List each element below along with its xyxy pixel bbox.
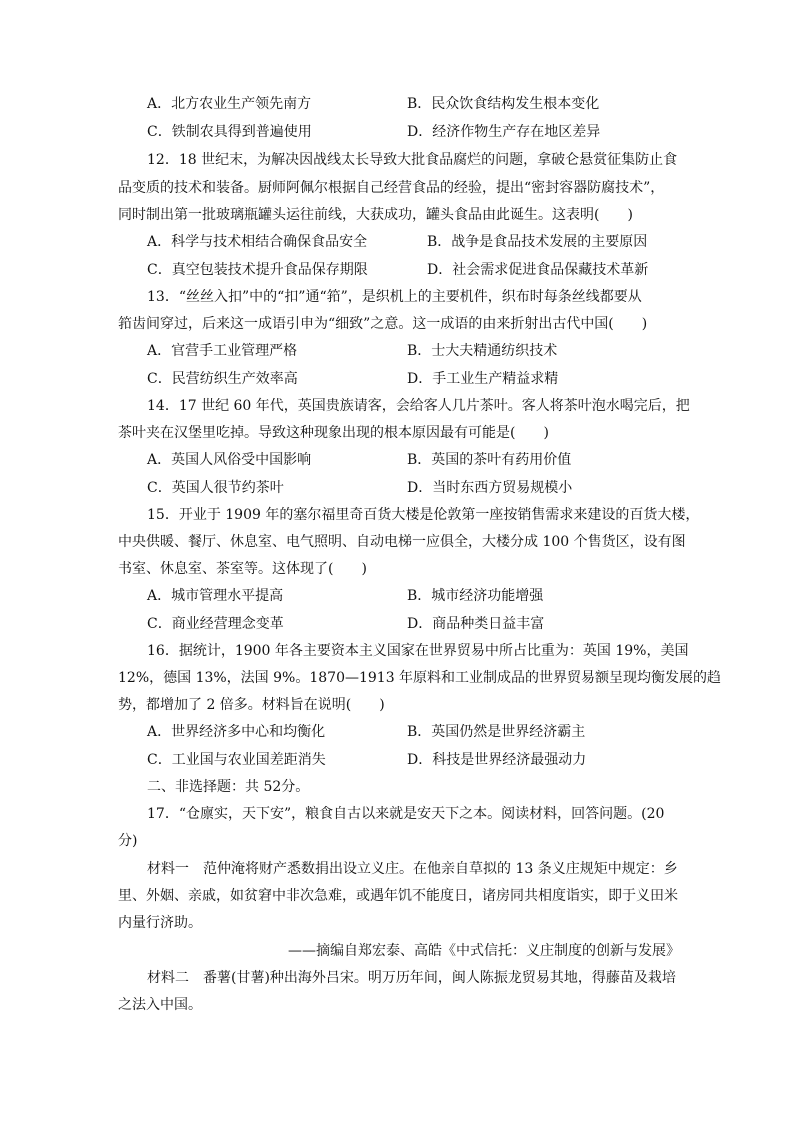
q17-stem-line-2: 分)	[118, 833, 138, 849]
q12-option-a: A．科学与技术相结合确保食品安全	[147, 234, 368, 250]
q12-option-d: D．社会需求促进食品保藏技术革新	[427, 262, 649, 278]
q11-option-a: A．北方农业生产领先南方	[147, 96, 312, 112]
material1-line-1: 材料一 范仲淹将财产悉数捐出设立义庄。在他亲自草拟的 13 条义庄规矩中规定：乡	[147, 861, 678, 877]
q13-stem-line-2: 筘齿间穿过，后来这一成语引申为“细致”之意。这一成语的由来折射出古代中国( )	[118, 316, 648, 332]
q16-option-a: A．世界经济多中心和均衡化	[147, 724, 326, 740]
q12-stem-line-2: 品变质的技术和装备。厨师阿佩尔根据自己经营食品的经验，提出“密封容器防腐技术”，	[118, 180, 665, 196]
q11-option-c: C．铁制农具得到普遍使用	[147, 124, 312, 140]
q15-option-b: B．城市经济功能增强	[407, 588, 544, 604]
q12-option-c: C．真空包装技术提升食品保存期限	[147, 262, 368, 278]
q13-option-a: A．官营手工业管理严格	[147, 343, 298, 359]
material1-source: ——摘编自郑宏泰、高皓《中式信托：义庄制度的创新与发展》	[288, 943, 680, 959]
q16-stem-line-2: 12%，德国 13%，法国 9%。1870—1913 年原料和工业制成品的世界贸易额呈现均衡发展的趋	[118, 670, 722, 686]
q17-stem-line-1: 17．“仓廪实，天下安”，粮食自古以来就是安天下之本。阅读材料，回答问题。(20	[147, 806, 665, 822]
q13-stem-line-1: 13．“丝丝入扣”中的“扣”通“筘”，是织机上的主要机件，织布时每条丝线都要从	[147, 289, 642, 305]
material2-line-1: 材料二 番薯(甘薯)种出海外吕宋。明万历年间，闽人陈振龙贸易其地，得藤苗及栽培	[147, 970, 676, 986]
q14-option-a: A．英国人风俗受中国影响	[147, 452, 312, 468]
q12-stem-line-3: 同时制出第一批玻璃瓶罐头运往前线，大获成功，罐头食品由此诞生。这表明( )	[118, 207, 633, 223]
q15-option-c: C．商业经营理念变革	[147, 616, 284, 632]
q15-option-d: D．商品种类日益丰富	[407, 616, 545, 632]
material1-line-3: 内量行济助。	[118, 915, 202, 931]
q16-option-d: D．科技是世界经济最强动力	[407, 752, 587, 768]
q13-option-d: D．手工业生产精益求精	[407, 371, 559, 387]
q11-option-b: B．民众饮食结构发生根本变化	[407, 96, 600, 112]
q16-option-c: C．工业国与农业国差距消失	[147, 752, 326, 768]
q16-option-b: B．英国仍然是世界经济霸主	[407, 724, 586, 740]
q15-stem-line-2: 中央供暖、餐厅、休息室、电气照明、自动电梯一应俱全，大楼分成 100 个售货区，设有图	[118, 534, 686, 550]
q12-option-b: B．战争是食品技术发展的主要原因	[427, 234, 648, 250]
q12-stem-line-1: 12．18 世纪末，为解决因战线太长导致大批食品腐烂的问题，拿破仑悬赏征集防止食	[147, 152, 678, 168]
section-heading: 二、非选择题：共 52分。	[147, 779, 310, 795]
q15-stem-line-1: 15．开业于 1909 年的塞尔福里奇百货大楼是伦敦第一座按销售需求来建设的百货大楼，	[147, 507, 700, 523]
material2-line-2: 之法入中国。	[118, 997, 202, 1013]
q15-option-a: A．城市管理水平提高	[147, 588, 284, 604]
q14-stem-line-2: 茶叶夹在汉堡里吃掉。导致这种现象出现的根本原因最有可能是( )	[118, 425, 549, 441]
q14-option-c: C．英国人很节约茶叶	[147, 480, 284, 496]
q14-option-d: D．当时东西方贸易规模小	[407, 480, 573, 496]
q16-stem-line-3: 势，都增加了 2 倍多。材料旨在说明( )	[118, 697, 385, 713]
q11-option-d: D．经济作物生产存在地区差异	[407, 124, 601, 140]
q14-option-b: B．英国的茶叶有药用价值	[407, 452, 572, 468]
q14-stem-line-1: 14．17 世纪 60 年代，英国贵族请客，会给客人几片茶叶。客人将茶叶泡水喝完后，把	[147, 398, 690, 414]
q15-stem-line-3: 书室、休息室、茶室等。这体现了( )	[118, 561, 367, 577]
q16-stem-line-1: 16．据统计，1900 年各主要资本主义国家在世界贸易中所占比重为：英国 19%，美国	[147, 643, 689, 659]
material1-line-2: 里、外姻、亲戚，如贫窘中非次急难，或遇年饥不能度日，诸房同共相度诣实，即于义田米	[118, 888, 678, 904]
q13-option-b: B．士大夫精通纺织技术	[407, 343, 558, 359]
q13-option-c: C．民营纺织生产效率高	[147, 371, 298, 387]
